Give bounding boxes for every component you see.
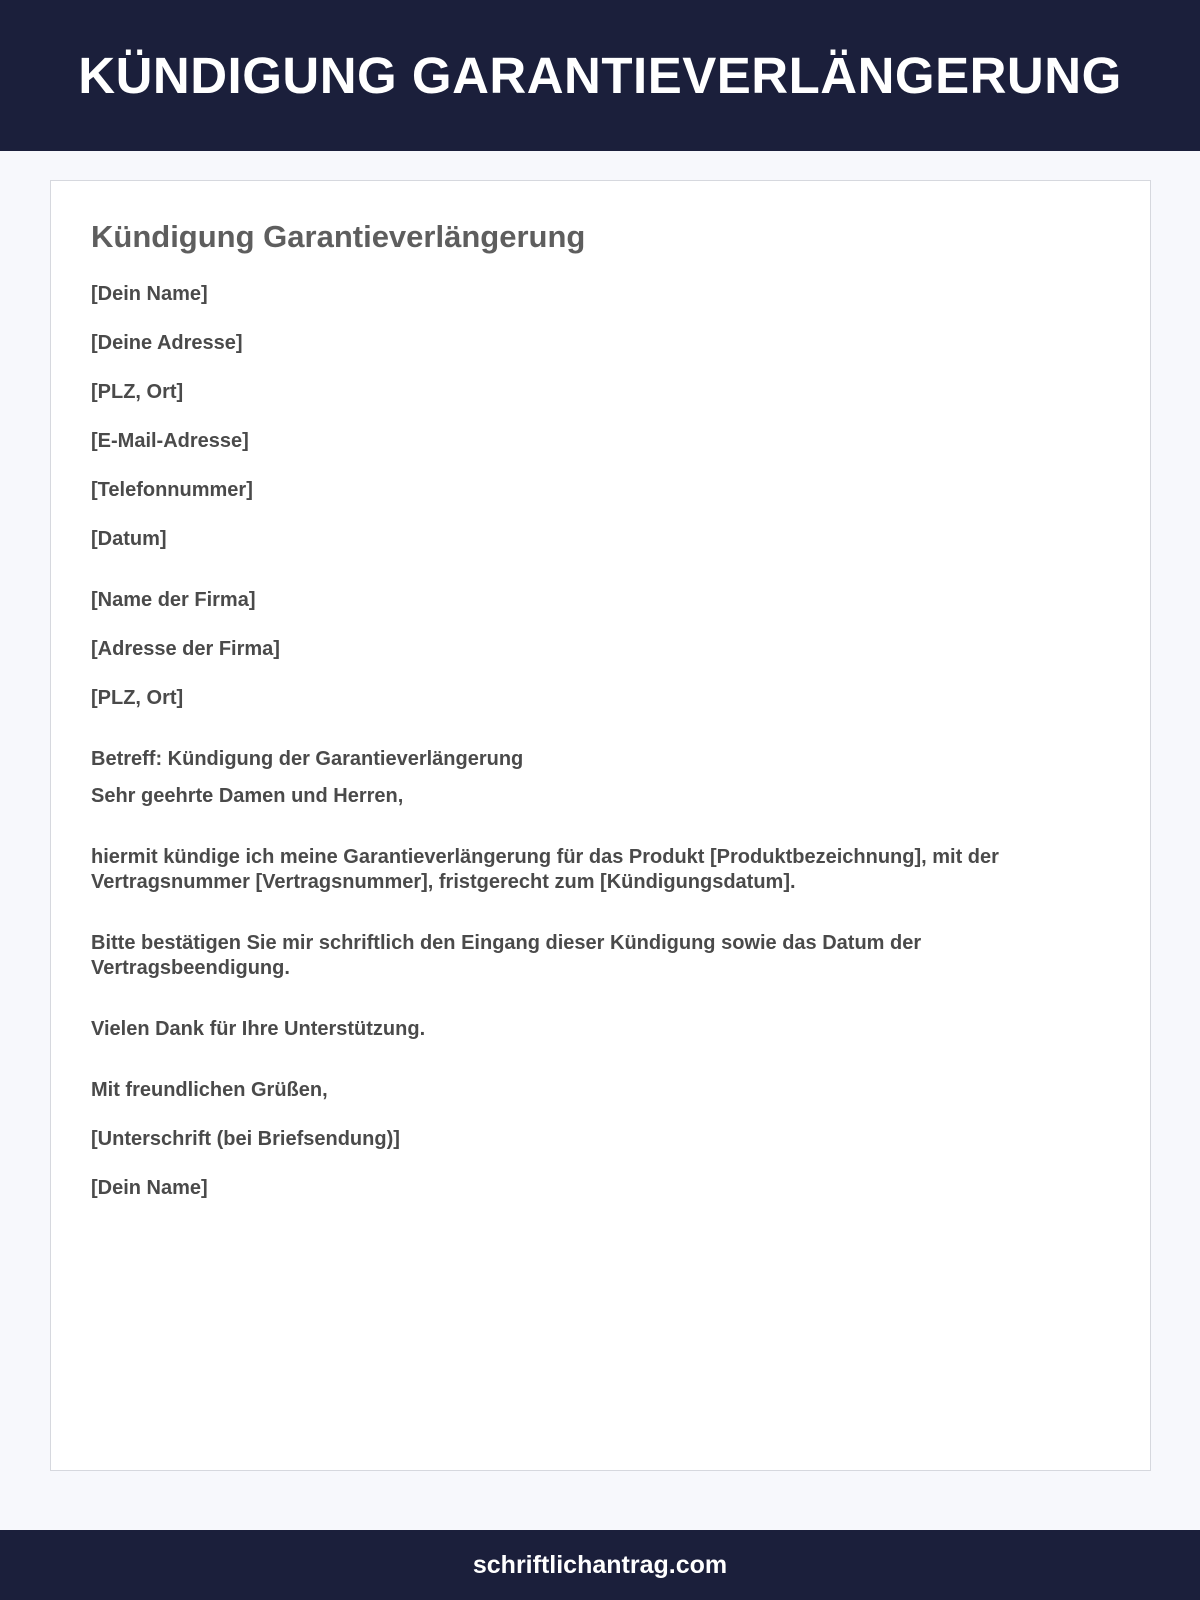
signature-placeholder: [Unterschrift (bei Briefsendung)] [91, 1128, 400, 1150]
sender-phone: [Telefonnummer] [91, 479, 253, 501]
page-footer [0, 1530, 1200, 1600]
letter-card [50, 180, 1151, 1471]
body-paragraph-3: Vielen Dank für Ihre Unterstützung. [91, 1018, 426, 1040]
letter-closing: Mit freundlichen Grüßen, [91, 1079, 328, 1101]
letter-salutation: Sehr geehrte Damen und Herren, [91, 785, 404, 807]
document-title: Kündigung Garantieverlängerung [91, 219, 586, 254]
page-header [0, 0, 1200, 151]
sender-address: [Deine Adresse] [91, 332, 243, 354]
sender-name: [Dein Name] [91, 283, 208, 305]
body-paragraph-1: hiermit kündige ich meine Garantieverlängerung für das Produkt [Produktbezeichnung], mit der Vertragsnummer [Vertragsnummer], fristgerecht zum [Kündigungsdatum]. [91, 846, 999, 893]
sender-email: [E-Mail-Adresse] [91, 430, 249, 452]
recipient-address: [Adresse der Firma] [91, 638, 280, 660]
recipient-company: [Name der Firma] [91, 589, 256, 611]
signer-name: [Dein Name] [91, 1177, 208, 1199]
letter-subject: Betreff: Kündigung der Garantieverlängerung [91, 748, 524, 770]
letter-date: [Datum] [91, 528, 167, 550]
footer-site-link[interactable]: schriftlichantrag.com [472, 1550, 728, 1579]
sender-city: [PLZ, Ort] [91, 381, 184, 403]
body-paragraph-2: Bitte bestätigen Sie mir schriftlich den Eingang dieser Kündigung sowie das Datum der Vertragsbeendigung. [91, 932, 922, 979]
recipient-city: [PLZ, Ort] [91, 687, 184, 709]
page-header-title: KÜNDIGUNG GARANTIEVERLÄNGERUNG [78, 47, 1122, 104]
